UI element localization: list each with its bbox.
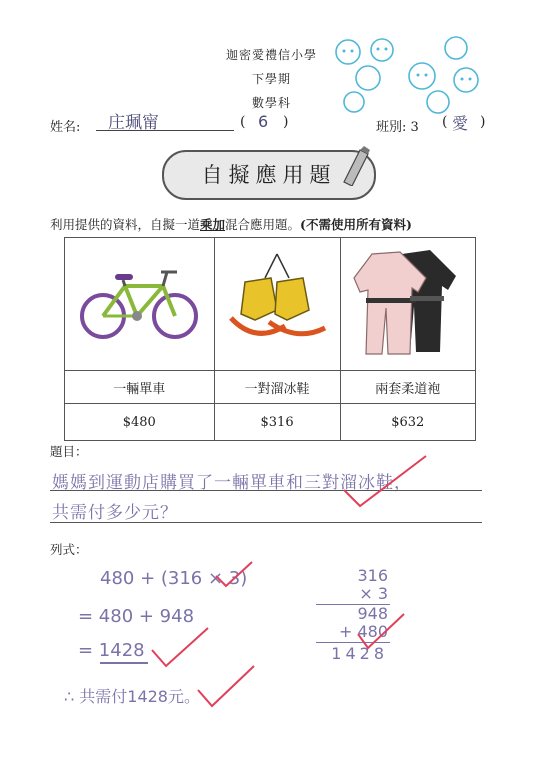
- vertical-multiplier: × 3: [359, 584, 388, 603]
- working-step1: 480 + (316 × 3): [100, 568, 248, 589]
- bicycle-icon: [77, 260, 201, 344]
- ice-skates-icon: [225, 252, 329, 352]
- character-stamp-icon: [326, 36, 496, 116]
- working-step2: = 480 + 948: [78, 606, 195, 627]
- class-label: 班別: 3: [376, 120, 419, 135]
- class-number-open-paren: (: [240, 114, 246, 130]
- item-name: 一輛單車: [65, 371, 215, 404]
- item-image-cell: [65, 238, 215, 371]
- item-name: 一對溜冰鞋: [214, 371, 340, 404]
- item-image-cell: [340, 238, 475, 371]
- class-open-paren: (: [442, 114, 448, 130]
- banner-title: 自擬應用題: [201, 163, 337, 187]
- working-label: 列式：: [50, 542, 88, 557]
- instruction: [50, 215, 412, 233]
- pencil-icon: [338, 146, 372, 186]
- class-close-paren: ): [480, 114, 486, 130]
- working-step3: = 1428: [78, 640, 145, 661]
- class-name: 愛: [452, 114, 469, 133]
- check-mark-icon: [196, 664, 256, 710]
- instruction-emphasis: 乘加: [200, 217, 226, 232]
- check-mark-icon: [356, 612, 406, 652]
- result-underline: [100, 662, 148, 664]
- check-mark-icon: [214, 560, 254, 590]
- item-price: $316: [214, 404, 340, 441]
- check-mark-icon: [340, 452, 430, 512]
- subject-label: 數學科: [251, 96, 291, 110]
- name-label: 姓名:: [50, 120, 81, 135]
- vertical-sum: 1428: [331, 644, 388, 663]
- question-line2: 共需付多少元？: [52, 503, 178, 523]
- class-number-close-paren: ): [283, 114, 289, 130]
- school-name: 迦密愛禮信小學: [225, 48, 317, 62]
- item-price: $480: [65, 404, 215, 441]
- question-line1: 媽媽到運動店購買了一輛單車和三對溜冰鞋，: [52, 473, 412, 493]
- instruction-text: 利用提供的資料，自擬一道: [50, 217, 201, 232]
- vertical-top: 316: [357, 566, 388, 585]
- question-label: 題目：: [50, 444, 88, 459]
- vertical-addend: + 480: [338, 622, 388, 641]
- class-number: 6: [258, 112, 269, 131]
- judo-uniform-icon: [352, 246, 464, 358]
- instruction-note: (不需使用所有資料): [300, 217, 412, 232]
- item-image-cell: [214, 238, 340, 371]
- student-name: 庄珮甯: [108, 113, 159, 133]
- answer-line: [50, 522, 482, 523]
- item-price: $632: [340, 404, 475, 441]
- item-name: 兩套柔道袍: [340, 371, 475, 404]
- vertical-product: 948: [357, 604, 388, 623]
- final-answer: ∴ 共需付1428元。: [64, 687, 200, 706]
- term-label: 下學期: [251, 72, 291, 86]
- instruction-text-after: 混合應用題。: [225, 217, 301, 232]
- items-table: [64, 237, 476, 441]
